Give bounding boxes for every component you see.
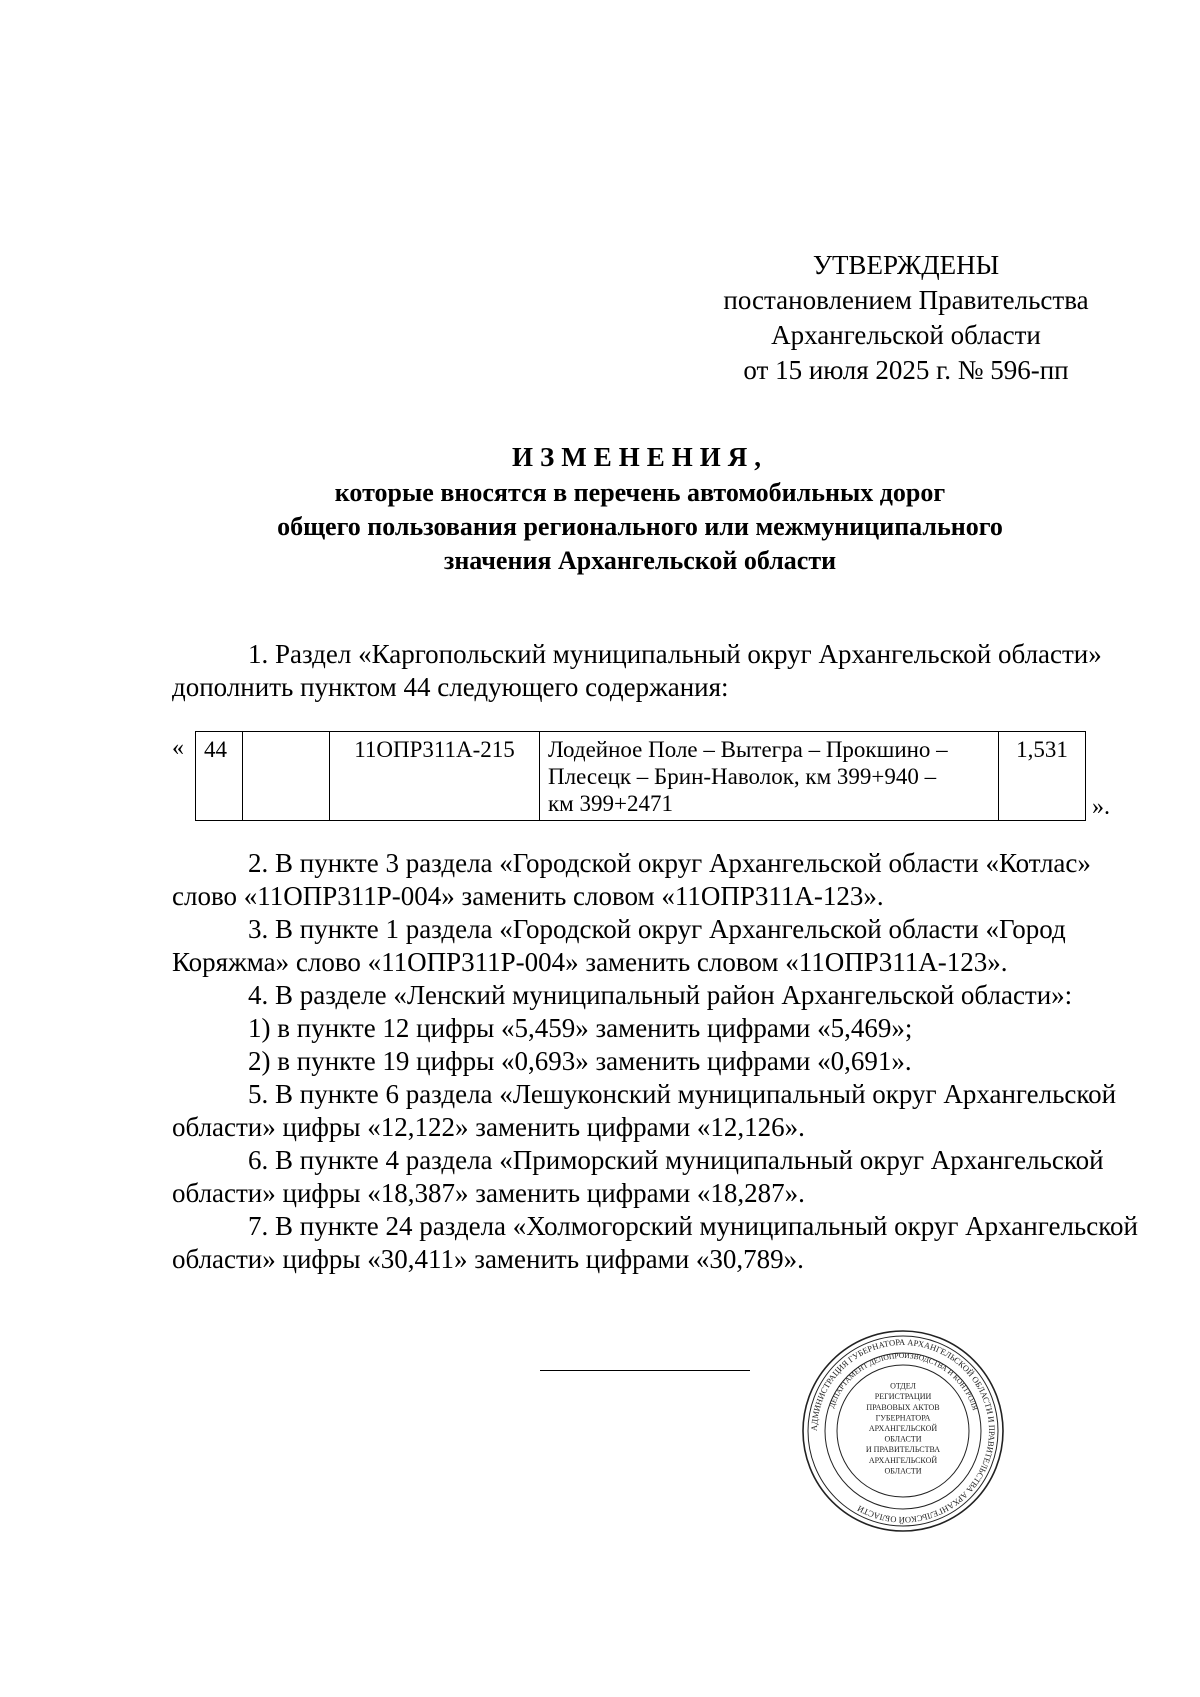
- seal-center-line: АРХАНГЕЛЬСКОЙ: [868, 1424, 938, 1433]
- title-heading: ИЗМЕНЕНИЯ,: [511, 442, 768, 472]
- table-quote-open: «: [172, 735, 184, 761]
- paragraph-6-line-1: 6. В пункте 4 раздела «Приморский муниципальный округ Архангельской: [248, 1145, 1104, 1175]
- cell-road-name: [540, 732, 999, 821]
- approval-block: [700, 248, 1112, 388]
- paragraph-2: [172, 847, 1119, 913]
- cell-road-code: 11ОПР311А-215: [330, 732, 540, 821]
- title-line-3: значения Архангельской области: [443, 546, 837, 575]
- approval-line-1: УТВЕРЖДЕНЫ: [812, 250, 1000, 280]
- paragraph-7-line-2: области» цифры «30,411» заменить цифрами «30,789».: [172, 1244, 804, 1274]
- paragraph-6: [172, 1144, 1119, 1210]
- paragraph-1-line-2: дополнить пунктом 44 следующего содержания:: [172, 672, 729, 702]
- document-title: [160, 440, 1120, 578]
- title-line-1: которые вносятся в перечень автомобильных дорог: [334, 478, 946, 507]
- paragraph-4-line-1: 4. В разделе «Ленский муниципальный район Архангельской области»:: [248, 980, 1073, 1010]
- road-name-line-1: Лодейное Поле – Вытегра – Прокшино –: [548, 737, 948, 762]
- seal-ring-text-path: АДМИНИСТРАЦИЯ ГУБЕРНАТОРА АРХАНГЕЛЬСКОЙ ОБЛАСТИ И ПРАВИТЕЛЬСТВА АРХАНГЕЛЬСКОЙ ОБЛАСТИ: [808, 1336, 998, 1526]
- cell-empty: [243, 732, 330, 821]
- seal-center-line: И ПРАВИТЕЛЬСТВА: [865, 1445, 941, 1455]
- table-row: [196, 732, 1086, 821]
- paragraph-4-item-2: 2) в пункте 19 цифры «0,693» заменить цифрами «0,691».: [248, 1046, 912, 1076]
- paragraph-6-line-2: области» цифры «18,387» заменить цифрами «18,287».: [172, 1178, 805, 1208]
- seal-center-line: ПРАВОВЫХ АКТОВ: [866, 1402, 940, 1412]
- seal-center-line: ОБЛАСТИ: [884, 1434, 922, 1444]
- paragraph-4-item-1: 1) в пункте 12 цифры «5,459» заменить цифрами «5,469»;: [248, 1013, 913, 1043]
- seal-center-line: АРХАНГЕЛЬСКОЙ: [868, 1455, 938, 1465]
- paragraph-5: [172, 1078, 1119, 1144]
- approval-line-2: постановлением Правительства: [723, 285, 1089, 315]
- paragraph-1: [172, 638, 1119, 704]
- paragraph-5-line-2: области» цифры «12,122» заменить цифрами «12,126».: [172, 1112, 805, 1142]
- paragraph-1-line-1: 1. Раздел «Каргопольский муниципальный округ Архангельской области»: [248, 639, 1102, 669]
- paragraph-2-line-2: слово «11ОПР311Р-004» заменить словом «11ОПР311А-123».: [172, 881, 884, 911]
- title-line-2: общего пользования регионального или межмуниципального: [277, 512, 1003, 541]
- paragraph-4: [172, 979, 1119, 1078]
- seal-center-line: РЕГИСТРАЦИИ: [874, 1392, 932, 1402]
- paragraph-3-line-1: 3. В пункте 1 раздела «Городской округ Архангельской области «Город: [248, 914, 1066, 944]
- road-name-line-2: Плесецк – Брин-Наволок, км 399+940 –: [548, 764, 937, 789]
- official-seal-stamp: [800, 1328, 1006, 1534]
- paragraph-3: [172, 913, 1119, 979]
- approval-line-3: Архангельской области: [771, 320, 1041, 350]
- seal-ring-text-inner-path: ДЕПАРТАМЕНТ ДЕЛОПРОИЗВОДСТВА И КОНТРОЛЯ: [826, 1350, 980, 1412]
- seal-center-line: ОТДЕЛ: [890, 1381, 916, 1391]
- seal-center-line: ГУБЕРНАТОРА: [875, 1413, 931, 1423]
- paragraph-7-line-1: 7. В пункте 24 раздела «Холмогорский муниципальный округ Архангельской: [248, 1211, 1138, 1241]
- table-quote-close: ».: [1092, 794, 1110, 820]
- cell-number: 44: [196, 732, 243, 821]
- paragraph-3-line-2: Коряжма» слово «11ОПР311Р-004» заменить словом «11ОПР311А-123».: [172, 947, 1008, 977]
- seal-center-line: ОБЛАСТИ: [884, 1466, 922, 1476]
- cell-length: 1,531: [999, 732, 1086, 821]
- paragraph-7: [172, 1210, 1138, 1276]
- road-name-line-3: км 399+2471: [548, 791, 673, 816]
- roads-table: [195, 731, 1086, 821]
- closing-line: [540, 1370, 750, 1371]
- paragraph-2-line-1: 2. В пункте 3 раздела «Городской округ Архангельской области «Котлас»: [248, 848, 1091, 878]
- approval-line-4: от 15 июля 2025 г. № 596-пп: [743, 355, 1069, 385]
- seal-center-text: [866, 1382, 940, 1476]
- paragraph-5-line-1: 5. В пункте 6 раздела «Лешуконский муниципальный округ Архангельской: [248, 1079, 1117, 1109]
